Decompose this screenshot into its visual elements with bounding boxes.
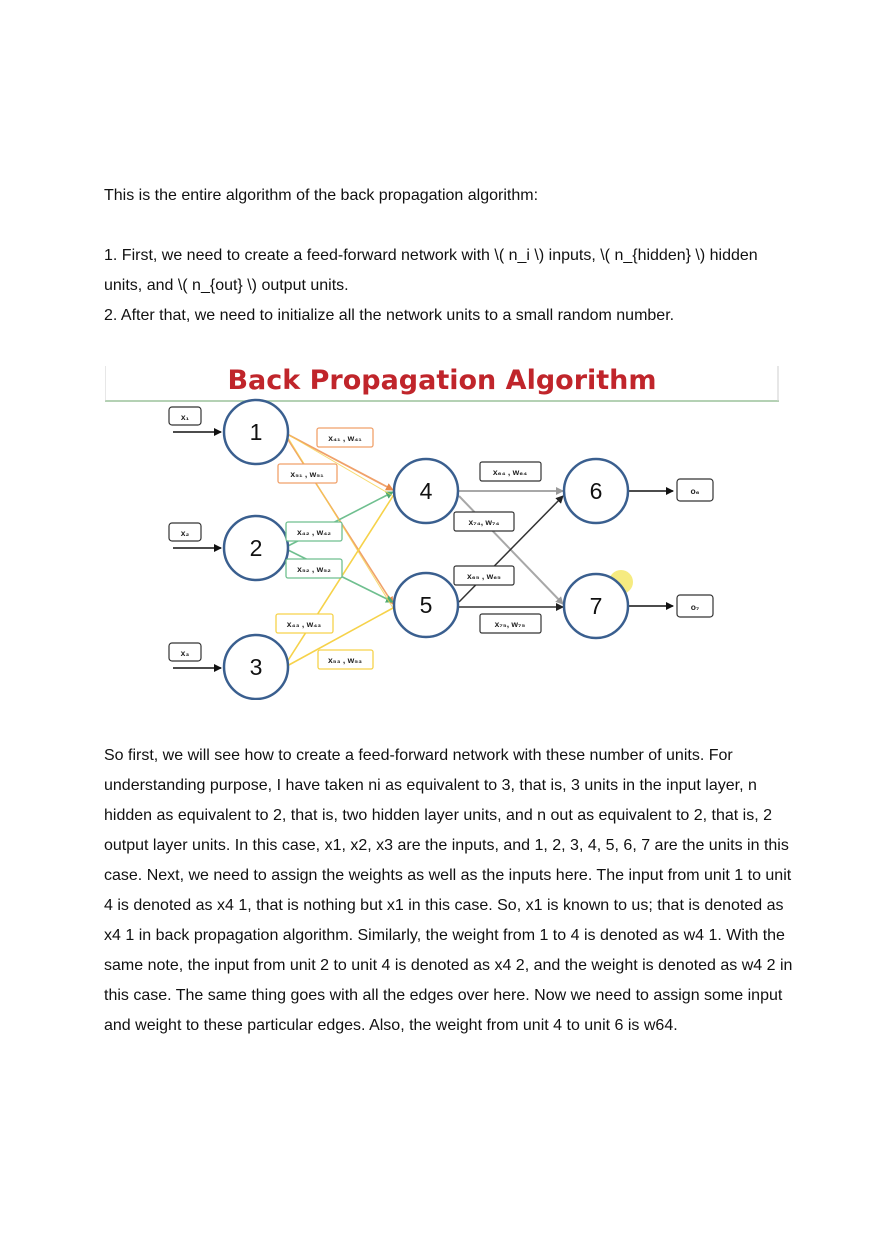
edge-label-42 [286,522,342,541]
edge-label-75-text: x₇₅, w₇₅ [494,619,526,629]
node-7 [564,574,628,638]
edge-label-43-text: x₄₃ , w₄₃ [286,619,322,629]
backprop-diagram [105,366,779,700]
edge-label-65 [454,566,514,585]
step-2: 2. After that, we need to initialize all the network units to a small random number. [104,307,675,324]
explanation-paragraph: So first, we will see how to create a feed-forward network with these number of units. For understanding purpose, I have taken ni as equivalent to 3, that is, 3 units in the input layer, n hidden as equivalent to 2, that is, two hidden layer units, and n out as equivalent to 2, that is, 2 output layer units. In this case, x1, x2, x3 are the inputs, and 1, 2, 3, 4, 5, 6, 7 are the units in this case. Next, we need to assign the weights as well as the inputs here. The input from unit 1 to unit 4 is denoted as x4 1, that is nothing but x1 in this case. So, x1 is known to us; that is denoted as x4 1 in back propagation algorithm. Similarly, the weight from 1 to 4 is denoted as w4 1. With the same note, the input from unit 2 to unit 4 is denoted as x4 2, and the weight is denoted as w4 2 in this case. The same thing goes with all the edges over here. Now we need to assign some input and weight to these particular edges. Also, the weight from unit 4 to unit 6 is w64. [104,747,793,1034]
edge-label-74-text: x₇₄, w₇₄ [468,517,500,527]
edge-label-53 [318,650,373,669]
step-1: 1. First, we need to create a feed-forward network with \( n_i \) inputs, \( n_{hidden} \) hidden units, and \( n_{out} \) output units. [104,247,758,294]
output-box-o7 [677,595,713,617]
input-box-x2 [169,523,201,541]
node-4-label: 4 [419,478,433,504]
edge-label-64-text: x₆₄ , w₆₄ [492,467,528,477]
edge-label-52 [286,559,342,578]
edge-label-41-text: x₄₁ , w₄₁ [328,433,362,443]
intro-text: This is the entire algorithm of the back propagation algorithm: [104,187,539,204]
node-6 [564,459,628,523]
node-2 [224,516,288,580]
node-3-label: 3 [249,654,263,680]
input-x2-label: x₂ [180,528,190,538]
node-2-label: 2 [249,535,263,561]
edge-label-53-text: x₅₃ , w₅₃ [327,655,363,665]
edge-label-52-text: x₅₂ , w₅₂ [297,564,331,574]
input-box-x3 [169,643,201,661]
edge-label-65-text: x₆₅ , w₆₅ [467,571,501,581]
node-7-label: 7 [589,593,603,619]
diagram-background [105,366,779,700]
diagram-svg [105,366,779,700]
edge-label-74 [454,512,514,531]
output-box-o6 [677,479,713,501]
algorithm-steps [104,241,794,331]
edge-label-42-text: x₄₂ , w₄₂ [296,527,332,537]
node-5-label: 5 [419,592,433,618]
input-x1-label: x₁ [180,412,190,422]
edge-label-43 [276,614,333,633]
node-3 [224,635,288,699]
node-6-label: 6 [589,478,603,504]
edge-label-41 [317,428,373,447]
node-5 [394,573,458,637]
output-o6-label: o₆ [690,486,700,496]
node-4 [394,459,458,523]
edge-label-64 [480,462,541,481]
edge-label-51-text: x₅₁ , w₅₁ [290,469,324,479]
diagram-title: Back Propagation Algorithm [227,366,657,396]
edge-label-51 [278,464,337,483]
node-1-label: 1 [249,419,263,445]
node-1 [224,400,288,464]
input-box-x1 [169,407,201,425]
output-o7-label: o₇ [690,602,700,612]
edge-label-75 [480,614,541,633]
input-x3-label: x₃ [180,648,190,658]
